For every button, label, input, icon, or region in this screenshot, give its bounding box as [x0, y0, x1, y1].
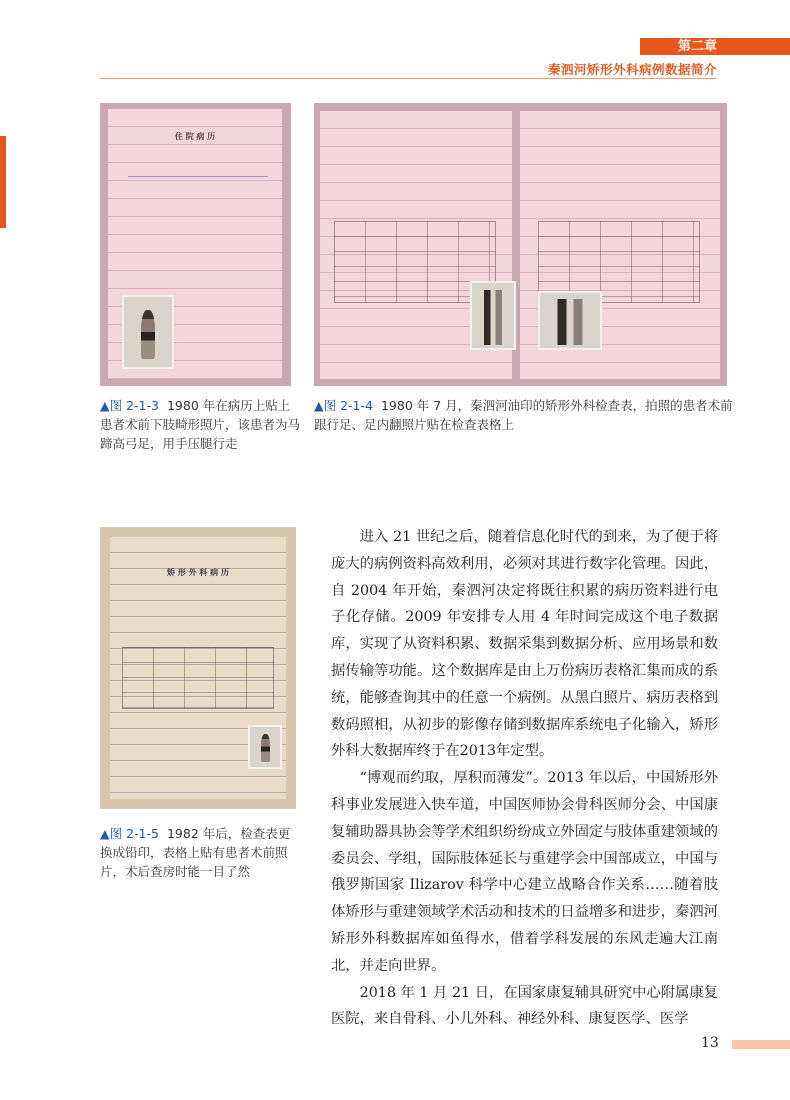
medical-record-sheet [108, 109, 282, 379]
paragraph: 2018 年 1 月 21 日，在国家康复辅具研究中心附属康复医院，来自骨科、小儿外科、神经外科、康复医学、医学 [331, 984, 718, 1028]
figure-2-1-3-photo [100, 103, 291, 386]
body-text [331, 524, 718, 1033]
patient-photo [470, 281, 516, 350]
patient-photo [248, 725, 282, 769]
chapter-subtitle: 秦泗河矫形外科病例数据简介 [547, 62, 717, 77]
paragraph: 进入 21 世纪之后，随着信息化时代的到来，为了便于将庞大的病例资料高效利用，必须对其进行数字化管理。因此，自 2004 年开始，秦泗河决定将既往积累的病历资料进行电子化存储。2009 年安排专人用 4 年时间完成这个电子数据库，实现了从资料积累、数据采集到数据分析、应用场景和数据传输等功能。这个数据库是由上万份病历表格汇集而成的系统，能够查询其中的任意一个病例。从黑白照片、病历表格到数码照相，从初步的影像存储到数据库系统电子化输入，矫形外科大数据库终于在2013年定型。 [331, 529, 718, 760]
chapter-badge: 第二章 [640, 38, 790, 55]
figure-number: 图 2-1-4 [323, 398, 373, 413]
page-edge-tab [0, 136, 6, 228]
paragraph: “博观而约取，厚积而薄发”。2013 年以后，中国矫形外科事业发展进入快车道，中国医师协会骨科医师分会、中国康复辅助器具协会等学术组织纷纷成立外固定与肢体重建领域的委员会、学组，国际肢体延长与重建学会中国部成立，中国与俄罗斯国家 Ilizarov 科学中心建立战略合作关系……随着肢体矫形与重建领域学术活动和技术的日益增多和进步，秦泗河矫形外科数据库如鱼得水，借着学科发展的东风走遍大江南北，并走向世界。 [331, 770, 718, 974]
caption-text: 1982 年后，检查表更换成铅印，表格上贴有患者术前照片，术后查房时能一目了然 [100, 826, 291, 879]
exam-sheet-right [520, 111, 720, 379]
triangle-marker-icon: ▲ [100, 398, 110, 413]
caption-text: 1980 年在病历上贴上患者术前下肢畸形照片，该患者为马蹄高弓足，用手压腿行走 [100, 398, 301, 451]
figure-number: 图 2-1-3 [109, 398, 159, 413]
exam-sheet-left [320, 111, 512, 379]
figure-number: 图 2-1-5 [109, 826, 159, 841]
figure-2-1-5-caption [100, 824, 300, 881]
figure-2-1-4-caption [314, 396, 734, 434]
handwriting [128, 154, 268, 177]
patient-photo [538, 291, 602, 350]
sheet-title: 住 院 病 历 [174, 131, 216, 141]
triangle-marker-icon: ▲ [314, 398, 324, 413]
patient-photo [122, 295, 174, 369]
caption-text: 1980 年 7 月，秦泗河油印的矫形外科检查表，拍照的患者术前跟行足、足内翻照片贴在检查表格上 [314, 398, 733, 432]
orthopedic-record-sheet [110, 537, 286, 799]
figure-2-1-5-photo [100, 527, 296, 809]
exam-grid [122, 647, 274, 709]
triangle-marker-icon: ▲ [100, 826, 110, 841]
header-divider [100, 78, 717, 79]
footer-bar [732, 1040, 790, 1049]
sheet-title: 矫 形 外 科 病 历 [167, 567, 229, 577]
page-number: 13 [701, 1035, 719, 1051]
figure-2-1-4-photo [314, 103, 727, 386]
figure-2-1-3-caption [100, 396, 300, 453]
